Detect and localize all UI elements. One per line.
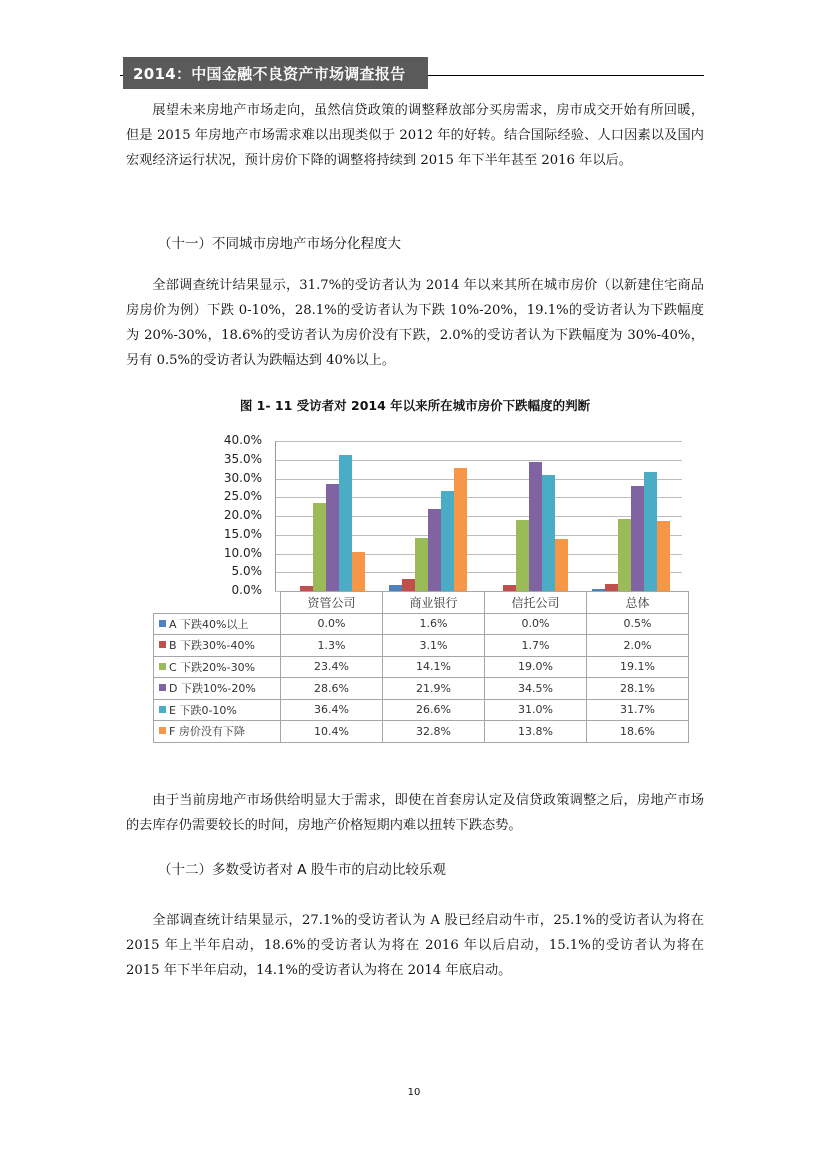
table-cell: 19.0% <box>485 656 587 678</box>
table-row <box>154 635 689 657</box>
bar-2-e <box>441 491 454 591</box>
legend-entry <box>154 613 281 635</box>
section-heading-12: （十二）多数受访者对 A 股牛市的启动比较乐观 <box>158 862 446 878</box>
table-row <box>154 656 689 678</box>
legend-swatch-icon <box>159 684 166 691</box>
legend-entry <box>154 656 281 678</box>
y-axis-tick-label: 5.0% <box>231 564 262 579</box>
table-cell: 0.5% <box>587 613 689 635</box>
bar-4-b <box>605 584 618 592</box>
table-cell: 36.4% <box>281 699 383 721</box>
table-cell: 1.3% <box>281 635 383 657</box>
y-axis-tick-label: 40.0% <box>223 433 262 447</box>
section-heading-11: （十一）不同城市房地产市场分化程度大 <box>158 236 401 252</box>
gridline <box>275 479 682 480</box>
legend-swatch-icon <box>159 727 166 734</box>
bar-4-e <box>644 472 657 591</box>
bar-3-c <box>516 520 529 591</box>
legend-label: F 房价没有下降 <box>169 725 245 739</box>
table-cell: 34.5% <box>485 678 587 700</box>
table-cell: 31.0% <box>485 699 587 721</box>
bar-1-d <box>326 484 339 591</box>
y-axis-tick-label: 10.0% <box>223 545 262 560</box>
table-cell: 2.0% <box>587 635 689 657</box>
paragraph-a-share: 全部调查统计结果显示，27.1%的受访者认为 A 股已经启动牛市，25.1%的受访者认为将在 2015 年上半年启动，18.6%的受访者认为将在 2016 年以后启动，15.1%的受访者认为将在 2015 年下半年启动，14.1%的受访者认为将在 2014 年底启动。 <box>126 913 704 978</box>
table-cell: 19.1% <box>587 656 689 678</box>
table-corner <box>154 592 281 614</box>
legend-label: E 下跌0-10% <box>169 703 237 717</box>
report-title: 2014：中国金融不良资产市场调查报告 <box>133 65 406 83</box>
bar-2-d <box>428 509 441 591</box>
table-cell: 3.1% <box>383 635 485 657</box>
bar-2-b <box>402 579 415 591</box>
table-cell: 32.8% <box>383 721 485 743</box>
gridline <box>275 460 682 461</box>
bar-4-d <box>631 486 644 591</box>
legend-label: A 下跌40%以上 <box>169 617 249 631</box>
chart-data-table <box>153 591 689 743</box>
legend-label: B 下跌30%-40% <box>169 639 255 653</box>
page-number: 10 <box>407 1087 421 1098</box>
y-axis-tick-label: 20.0% <box>223 508 262 522</box>
bar-3-f <box>555 539 568 591</box>
table-cell: 28.6% <box>281 678 383 700</box>
table-cell: 21.9% <box>383 678 485 700</box>
table-cell: 14.1% <box>383 656 485 678</box>
paragraph-supply-demand: 由于当前房地产市场供给明显大于需求，即使在首套房认定及信贷政策调整之后，房地产市场的去库存仍需要较长的时间，房地产价格短期内难以扭转下跌态势。 <box>126 793 704 833</box>
y-axis-tick-label: 35.0% <box>223 451 262 466</box>
table-cell: 1.6% <box>383 613 485 635</box>
table-row <box>154 613 689 635</box>
table-cell: 23.4% <box>281 656 383 678</box>
table-cell: 1.7% <box>485 635 587 657</box>
legend-entry <box>154 721 281 743</box>
category-label: 信托公司 <box>485 592 587 614</box>
figure-caption: 图 1- 11 受访者对 2014 年以来所在城市房价下跌幅度的判断 <box>239 398 591 413</box>
table-cell: 28.1% <box>587 678 689 700</box>
table-cell: 31.7% <box>587 699 689 721</box>
table-row <box>154 699 689 721</box>
legend-entry <box>154 635 281 657</box>
legend-swatch-icon <box>159 663 166 670</box>
paragraph-survey-results: 全部调查统计结果显示，31.7%的受访者认为 2014 年以来其所在城市房价（以新建住宅商品房房价为例）下跌 0-10%，28.1%的受访者认为下跌 10%-20%，19.1%的受访者认为下跌幅度为 20%-30%，18.6%的受访者认为房价没有下跌，2.0%的受访者认为下跌幅度为 30%-40%，另有 0.5%的受访者认为跌幅达到 40%以上。 <box>126 278 704 368</box>
y-axis-tick-label: 0.0% <box>231 583 262 597</box>
bar-1-e <box>339 455 352 592</box>
table-row <box>154 678 689 700</box>
bar-1-c <box>313 503 326 591</box>
header-rule <box>428 75 704 76</box>
table-header-row <box>154 592 689 614</box>
gridline <box>275 441 682 442</box>
y-axis-tick-label: 15.0% <box>223 526 262 541</box>
bar-4-c <box>618 519 631 591</box>
table-cell: 13.8% <box>485 721 587 743</box>
table-cell: 18.6% <box>587 721 689 743</box>
legend-swatch-icon <box>159 620 166 627</box>
bar-4-f <box>657 521 670 591</box>
y-axis-tick-label: 25.0% <box>223 489 262 504</box>
category-label: 商业银行 <box>383 592 485 614</box>
legend-entry <box>154 678 281 700</box>
legend-entry <box>154 699 281 721</box>
table-cell: 10.4% <box>281 721 383 743</box>
bar-2-c <box>415 538 428 591</box>
bar-1-f <box>352 552 365 591</box>
category-label: 资管公司 <box>281 592 383 614</box>
category-label: 总体 <box>587 592 689 614</box>
bar-3-d <box>529 462 542 591</box>
y-axis <box>275 441 276 591</box>
table-cell: 0.0% <box>281 613 383 635</box>
paragraph-outlook: 展望未来房地产市场走向，虽然信贷政策的调整释放部分买房需求，房市成交开始有所回暖，但是 2015 年房地产市场需求难以出现类似于 2012 年的好转。结合国际经验、人口因素以及国内宏观经济运行状况，预计房价下降的调整将持续到 2015 年下半年甚至 2016 年以后。 <box>126 103 704 168</box>
table-cell: 26.6% <box>383 699 485 721</box>
table-cell: 0.0% <box>485 613 587 635</box>
table-row <box>154 721 689 743</box>
legend-swatch-icon <box>159 706 166 713</box>
legend-label: D 下跌10%-20% <box>169 682 256 696</box>
legend-swatch-icon <box>159 641 166 648</box>
bar-2-f <box>454 468 467 591</box>
legend-label: C 下跌20%-30% <box>169 660 256 674</box>
y-axis-tick-label: 30.0% <box>223 470 262 485</box>
bar-3-e <box>542 475 555 591</box>
